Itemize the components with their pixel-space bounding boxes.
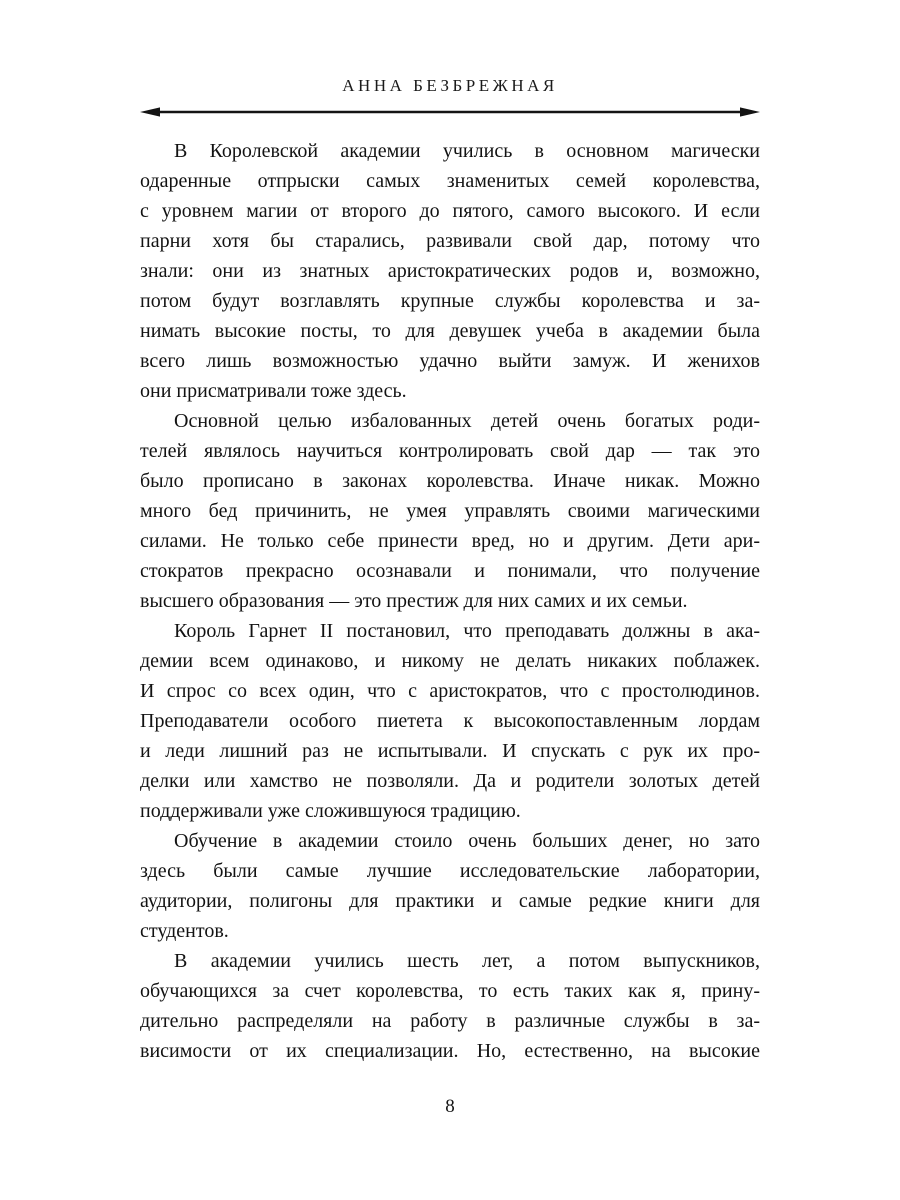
divider-arrow-line xyxy=(140,104,760,120)
text-line: они присматривали тоже здесь. xyxy=(140,380,407,402)
text-line: высшего образования — это престиж для них самих и их семьи. xyxy=(140,590,688,612)
text-line: Основной целью избалованных детей очень богатых роди- xyxy=(174,410,760,432)
right-arrowhead-icon xyxy=(740,107,760,116)
paragraph xyxy=(140,136,760,406)
page-number: 8 xyxy=(445,1096,455,1117)
paragraph xyxy=(140,826,760,946)
paragraph xyxy=(140,406,760,616)
text-line: телей являлось научиться контролировать свой дар — так это xyxy=(140,440,760,462)
text-line: В Королевской академии учились в основном магически xyxy=(174,140,760,162)
text-line: здесь были самые лучшие исследовательские лаборатории, xyxy=(140,860,760,882)
text-line: нимать высокие посты, то для девушек учеба в академии была xyxy=(140,320,760,342)
text-line: Король Гарнет II постановил, что преподавать должны в ака- xyxy=(174,620,760,642)
text-line: с уровнем магии от второго до пятого, самого высокого. И если xyxy=(140,200,760,222)
text-line: дительно распределяли на работу в различные службы в за- xyxy=(140,1010,760,1032)
paragraph xyxy=(140,946,760,1066)
text-line: Обучение в академии стоило очень больших денег, но зато xyxy=(174,830,760,852)
text-line: демии всем одинаково, и никому не делать никаких поблажек. xyxy=(140,650,760,672)
paragraph xyxy=(140,616,760,826)
running-head-author: АННА БЕЗБРЕЖНАЯ xyxy=(342,76,558,95)
text-line: и леди лишний раз не испытывали. И спускать с рук их про- xyxy=(140,740,760,762)
text-line: много бед причинить, не умея управлять своими магическими xyxy=(140,500,760,522)
text-line: одаренные отпрыски самых знаменитых семей королевства, xyxy=(140,170,760,192)
text-line: знали: они из знатных аристократических родов и, возможно, xyxy=(140,260,760,282)
text-line: Преподаватели особого пиетета к высокопоставленным лордам xyxy=(140,710,760,732)
text-line: стократов прекрасно осознавали и понимали, что получение xyxy=(140,560,760,582)
text-line: аудитории, полигоны для практики и самые редкие книги для xyxy=(140,890,760,912)
text-line: было прописано в законах королевства. Иначе никак. Можно xyxy=(140,470,760,492)
text-line: В академии учились шесть лет, а потом выпускников, xyxy=(174,950,760,972)
left-arrowhead-icon xyxy=(140,107,160,116)
arrow-rule-graphic xyxy=(140,104,760,120)
text-line: поддерживали уже сложившуюся традицию. xyxy=(140,800,521,822)
page-body xyxy=(140,136,760,1066)
text-line: обучающихся за счет королевства, то есть таких как я, прину- xyxy=(140,980,760,1002)
text-line: студентов. xyxy=(140,920,229,942)
text-line: силами. Не только себе принести вред, но и другим. Дети ари- xyxy=(140,530,760,552)
text-line: делки или хамство не позволяли. Да и родители золотых детей xyxy=(140,770,760,792)
text-line: парни хотя бы старались, развивали свой дар, потому что xyxy=(140,230,760,252)
text-line: всего лишь возможностью удачно выйти замуж. И женихов xyxy=(140,350,760,372)
text-line: висимости от их специализации. Но, естественно, на высокие xyxy=(140,1040,760,1062)
text-line: И спрос со всех один, что с аристократов, что с простолюдинов. xyxy=(140,680,760,702)
text-line: потом будут возглавлять крупные службы королевства и за- xyxy=(140,290,760,312)
